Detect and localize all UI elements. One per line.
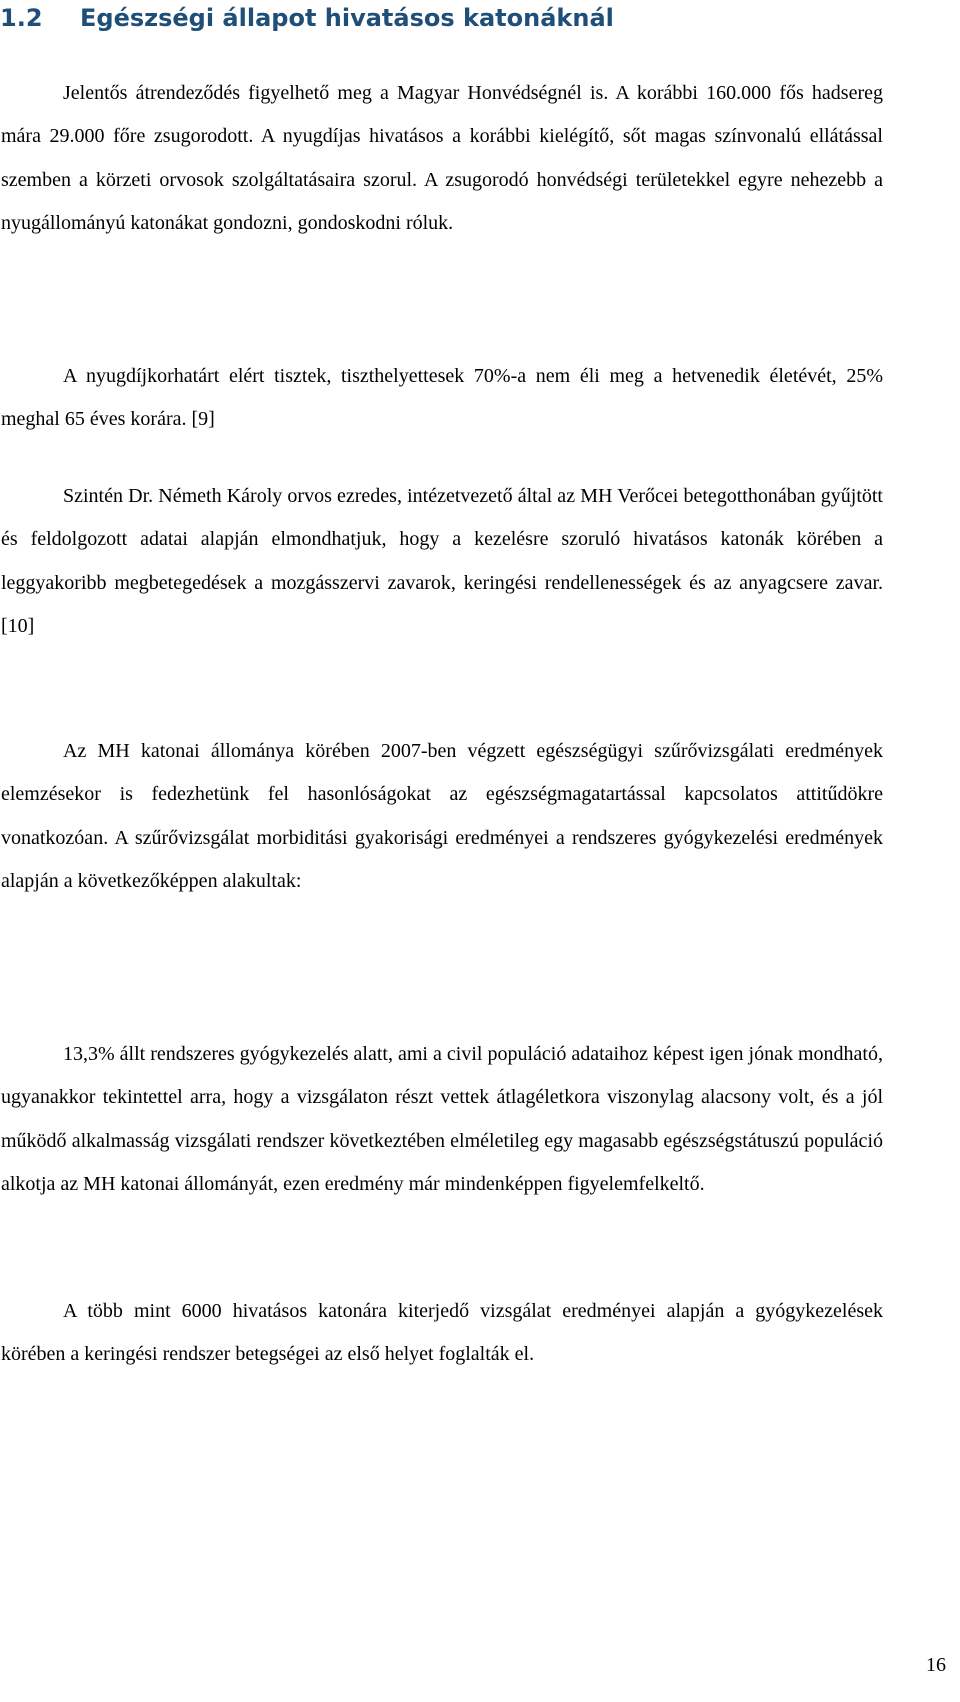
paragraph-1-text: Jelentős átrendeződés figyelhető meg a Magyar Honvédségnél is. A korábbi 160.000 fős hadsereg mára 29.000 főre zsugorodott. A nyugdíjas hivatásos a korábbi kielégítő, sőt magas színvonalú ellátással szemben a körzeti orvosok szolgáltatásaira szorul. A zsugorodó honvédségi területekkel egyre nehezebb a nyugállományú katonákat gondozni, gondoskodni róluk. xyxy=(1,82,883,234)
section-title: Egészségi állapot hivatásos katonáknál xyxy=(80,4,614,32)
section-heading xyxy=(0,0,614,36)
paragraph-1 xyxy=(1,72,883,245)
paragraph-2-text: A nyugdíjkorhatárt elért tisztek, tiszthelyettesek 70%-a nem éli meg a hetvenedik életévét, 25% meghal 65 éves korára. [9] xyxy=(1,365,883,431)
paragraph-4-text: Az MH katonai állománya körében 2007-ben végzett egészségügyi szűrővizsgálati eredmények elemzésekor is fedezhetünk fel hasonlóságokat az egészségmagatartással kapcsolatos attitűdökre vonatkozóan. A szűrővizsgálat morbiditási gyakorisági eredményei a rendszeres gyógykezelési eredmények alapján a következőképpen alakultak: xyxy=(1,740,883,892)
page-number: 16 xyxy=(926,1654,946,1676)
paragraph-3 xyxy=(1,475,883,648)
paragraph-6 xyxy=(1,1290,883,1377)
paragraph-5 xyxy=(1,1033,883,1206)
paragraph-3-text: Szintén Dr. Németh Károly orvos ezredes, intézetvezető által az MH Verőcei betegotthonában gyűjtött és feldolgozott adatai alapján elmondhatjuk, hogy a kezelésre szoruló hivatásos katonák körében a leggyakoribb megbetegedések a mozgásszervi zavarok, keringési rendellenességek és az anyagcsere zavar. [10] xyxy=(1,485,883,637)
paragraph-6-text: A több mint 6000 hivatásos katonára kiterjedő vizsgálat eredményei alapján a gyógykezelések körében a keringési rendszer betegségei az első helyet foglalták el. xyxy=(1,1300,883,1366)
paragraph-2 xyxy=(1,355,883,442)
paragraph-5-text: 13,3% állt rendszeres gyógykezelés alatt, ami a civil populáció adataihoz képest igen jónak mondható, ugyanakkor tekintettel arra, hogy a vizsgálaton részt vettek átlagéletkora viszonylag alacsony volt, és a jól működő alkalmasság vizsgálati rendszer következtében elméletileg egy magasabb egészségstátuszú populáció alkotja az MH katonai állományát, ezen eredmény már mindenképpen figyelemfelkeltő. xyxy=(1,1043,883,1195)
section-number: 1.2 xyxy=(0,4,43,32)
paragraph-4 xyxy=(1,730,883,903)
